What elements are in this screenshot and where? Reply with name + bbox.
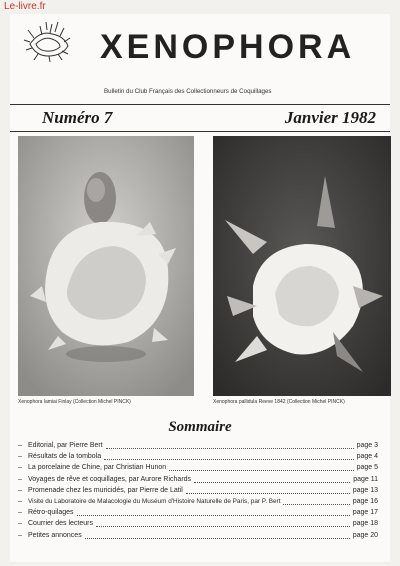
shell-photo-left xyxy=(18,136,194,396)
toc-page: page 20 xyxy=(352,531,378,539)
toc-leader xyxy=(283,498,349,505)
toc-item[interactable] xyxy=(18,440,378,451)
toc-title: Courrier des lecteurs xyxy=(28,520,93,528)
toc-title: Voyages de rêve et coquillages, par Aurore Richards xyxy=(28,475,192,483)
shell-logo-icon xyxy=(22,20,74,64)
table-of-contents xyxy=(18,440,378,541)
toc-item[interactable] xyxy=(18,451,378,462)
masthead-subtitle: Bulletin du Club Français des Collectionneurs de Coquillages xyxy=(104,88,272,95)
bottom-rule xyxy=(10,131,390,132)
sommaire-heading: Sommaire xyxy=(168,419,232,435)
toc-leader xyxy=(85,532,350,539)
toc-dash: – xyxy=(18,486,22,494)
toc-item[interactable] xyxy=(18,496,378,507)
toc-leader xyxy=(194,476,350,483)
issue-row xyxy=(10,104,390,132)
toc-page: page 17 xyxy=(352,509,378,517)
toc-page: page 13 xyxy=(352,486,378,494)
toc-item[interactable] xyxy=(18,462,378,473)
toc-dash: – xyxy=(18,475,22,483)
toc-title: Editorial, par Pierre Bert xyxy=(28,442,103,449)
toc-item[interactable] xyxy=(18,474,378,485)
toc-leader xyxy=(96,520,350,527)
toc-page: page 16 xyxy=(352,497,378,505)
toc-title: Visite du Laboratoire de Malacologie du Muséum d'Histoire Naturelle de Paris, par P. Bert xyxy=(28,497,281,505)
toc-title: Rétro-quilages xyxy=(28,509,74,517)
toc-dash: – xyxy=(18,464,22,472)
toc-item[interactable] xyxy=(18,485,378,496)
toc-page: page 18 xyxy=(352,520,378,528)
toc-leader xyxy=(186,487,350,494)
toc-item[interactable] xyxy=(18,507,378,518)
site-label: Le-livre.fr xyxy=(4,1,46,12)
toc-title: Promenade chez les muricidés, par Pierre de Latil xyxy=(28,486,183,494)
toc-page: page 4 xyxy=(356,453,378,461)
issue-number: Numéro 7 xyxy=(42,108,113,127)
toc-leader xyxy=(106,442,354,449)
toc-title: Résultats de la tombola xyxy=(28,453,102,461)
toc-page: page 11 xyxy=(353,475,378,483)
toc-title: Petites annonces xyxy=(28,531,82,539)
photo-caption-right: Xenophora pallidula Reeve 1842 (Collection Michel PINCK) xyxy=(213,399,345,405)
toc-title: La porcelaine de Chine, par Christian Hunon xyxy=(28,464,167,472)
toc-item[interactable] xyxy=(18,518,378,529)
toc-dash: – xyxy=(18,453,22,461)
toc-item[interactable] xyxy=(18,530,378,541)
toc-leader xyxy=(104,453,353,460)
masthead-title: XENOPHORA xyxy=(100,28,356,66)
toc-dash: – xyxy=(18,497,22,505)
issue-date: Janvier 1982 xyxy=(284,108,376,127)
toc-leader xyxy=(77,509,350,516)
photo-caption-left: Xenophora lamiai Finlay (Collection Michel PINCK) xyxy=(18,399,131,405)
toc-page: page 5 xyxy=(356,464,378,472)
shell-photo-right xyxy=(213,136,391,396)
toc-dash: – xyxy=(18,531,22,539)
toc-dash: – xyxy=(18,520,22,528)
document-page xyxy=(10,14,390,562)
toc-leader xyxy=(169,464,353,471)
toc-page: page 3 xyxy=(356,442,378,449)
toc-dash: – xyxy=(18,509,22,517)
toc-dash: – xyxy=(18,442,22,449)
